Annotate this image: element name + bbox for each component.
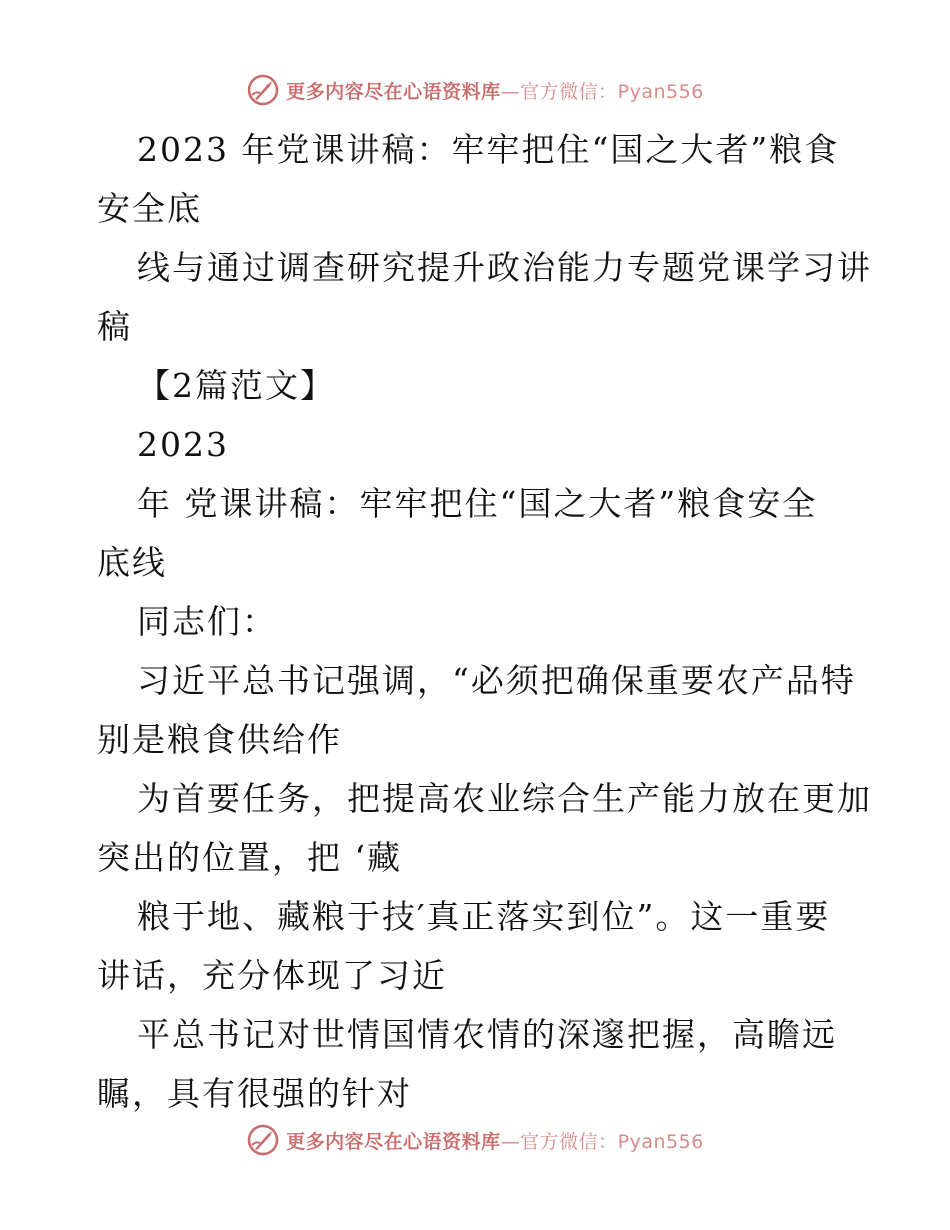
text-line: 稿 [97, 307, 132, 346]
quill-logo-icon [246, 73, 280, 107]
text-line: 底线 [97, 543, 167, 582]
text-line: 平总书记对世情国情农情的深邃把握，高瞻远 [137, 1015, 837, 1054]
document-body [97, 120, 872, 1123]
header-watermark-banner [0, 70, 950, 110]
text-line: 2023 [137, 425, 229, 464]
text-line: 年 党课讲稿：牢牢把住“国之大者”粮食安全 [137, 484, 818, 523]
watermark-tail: —官方微信：Pyan556 [500, 80, 704, 103]
text-line: 突出的位置，把 ‘藏 [97, 838, 402, 877]
text-line: 线与通过调查研究提升政治能力专题党课学习讲 [137, 248, 872, 287]
text-line: 粮于地、藏粮于技′真正落实到位”。这一重要 [137, 897, 831, 936]
watermark-tail: —官方微信：Pyan556 [500, 1130, 704, 1153]
text-line: 2023 年党课讲稿：牢牢把住“国之大者”粮食 [137, 130, 840, 169]
footer-watermark-banner [0, 1120, 950, 1160]
text-line: 别是粮食供给作 [97, 720, 342, 759]
watermark-lead: 更多内容尽在心语资料库 [286, 80, 501, 103]
watermark-lead: 更多内容尽在心语资料库 [286, 1130, 501, 1153]
watermark-text [286, 1127, 704, 1154]
text-line: 安全底 [97, 189, 202, 228]
text-line: 瞩，具有很强的针对 [97, 1074, 412, 1113]
text-line: 同志们： [137, 602, 277, 641]
text-line: 讲话，充分体现了习近 [97, 956, 447, 995]
text-line: 【2篇范文】 [137, 366, 335, 405]
quill-logo-icon [246, 1123, 280, 1157]
text-line: 为首要任务，把提高农业综合生产能力放在更加 [137, 779, 872, 818]
watermark-text [286, 77, 704, 104]
text-line: 习近平总书记强调，“必须把确保重要农产品特 [137, 661, 856, 700]
